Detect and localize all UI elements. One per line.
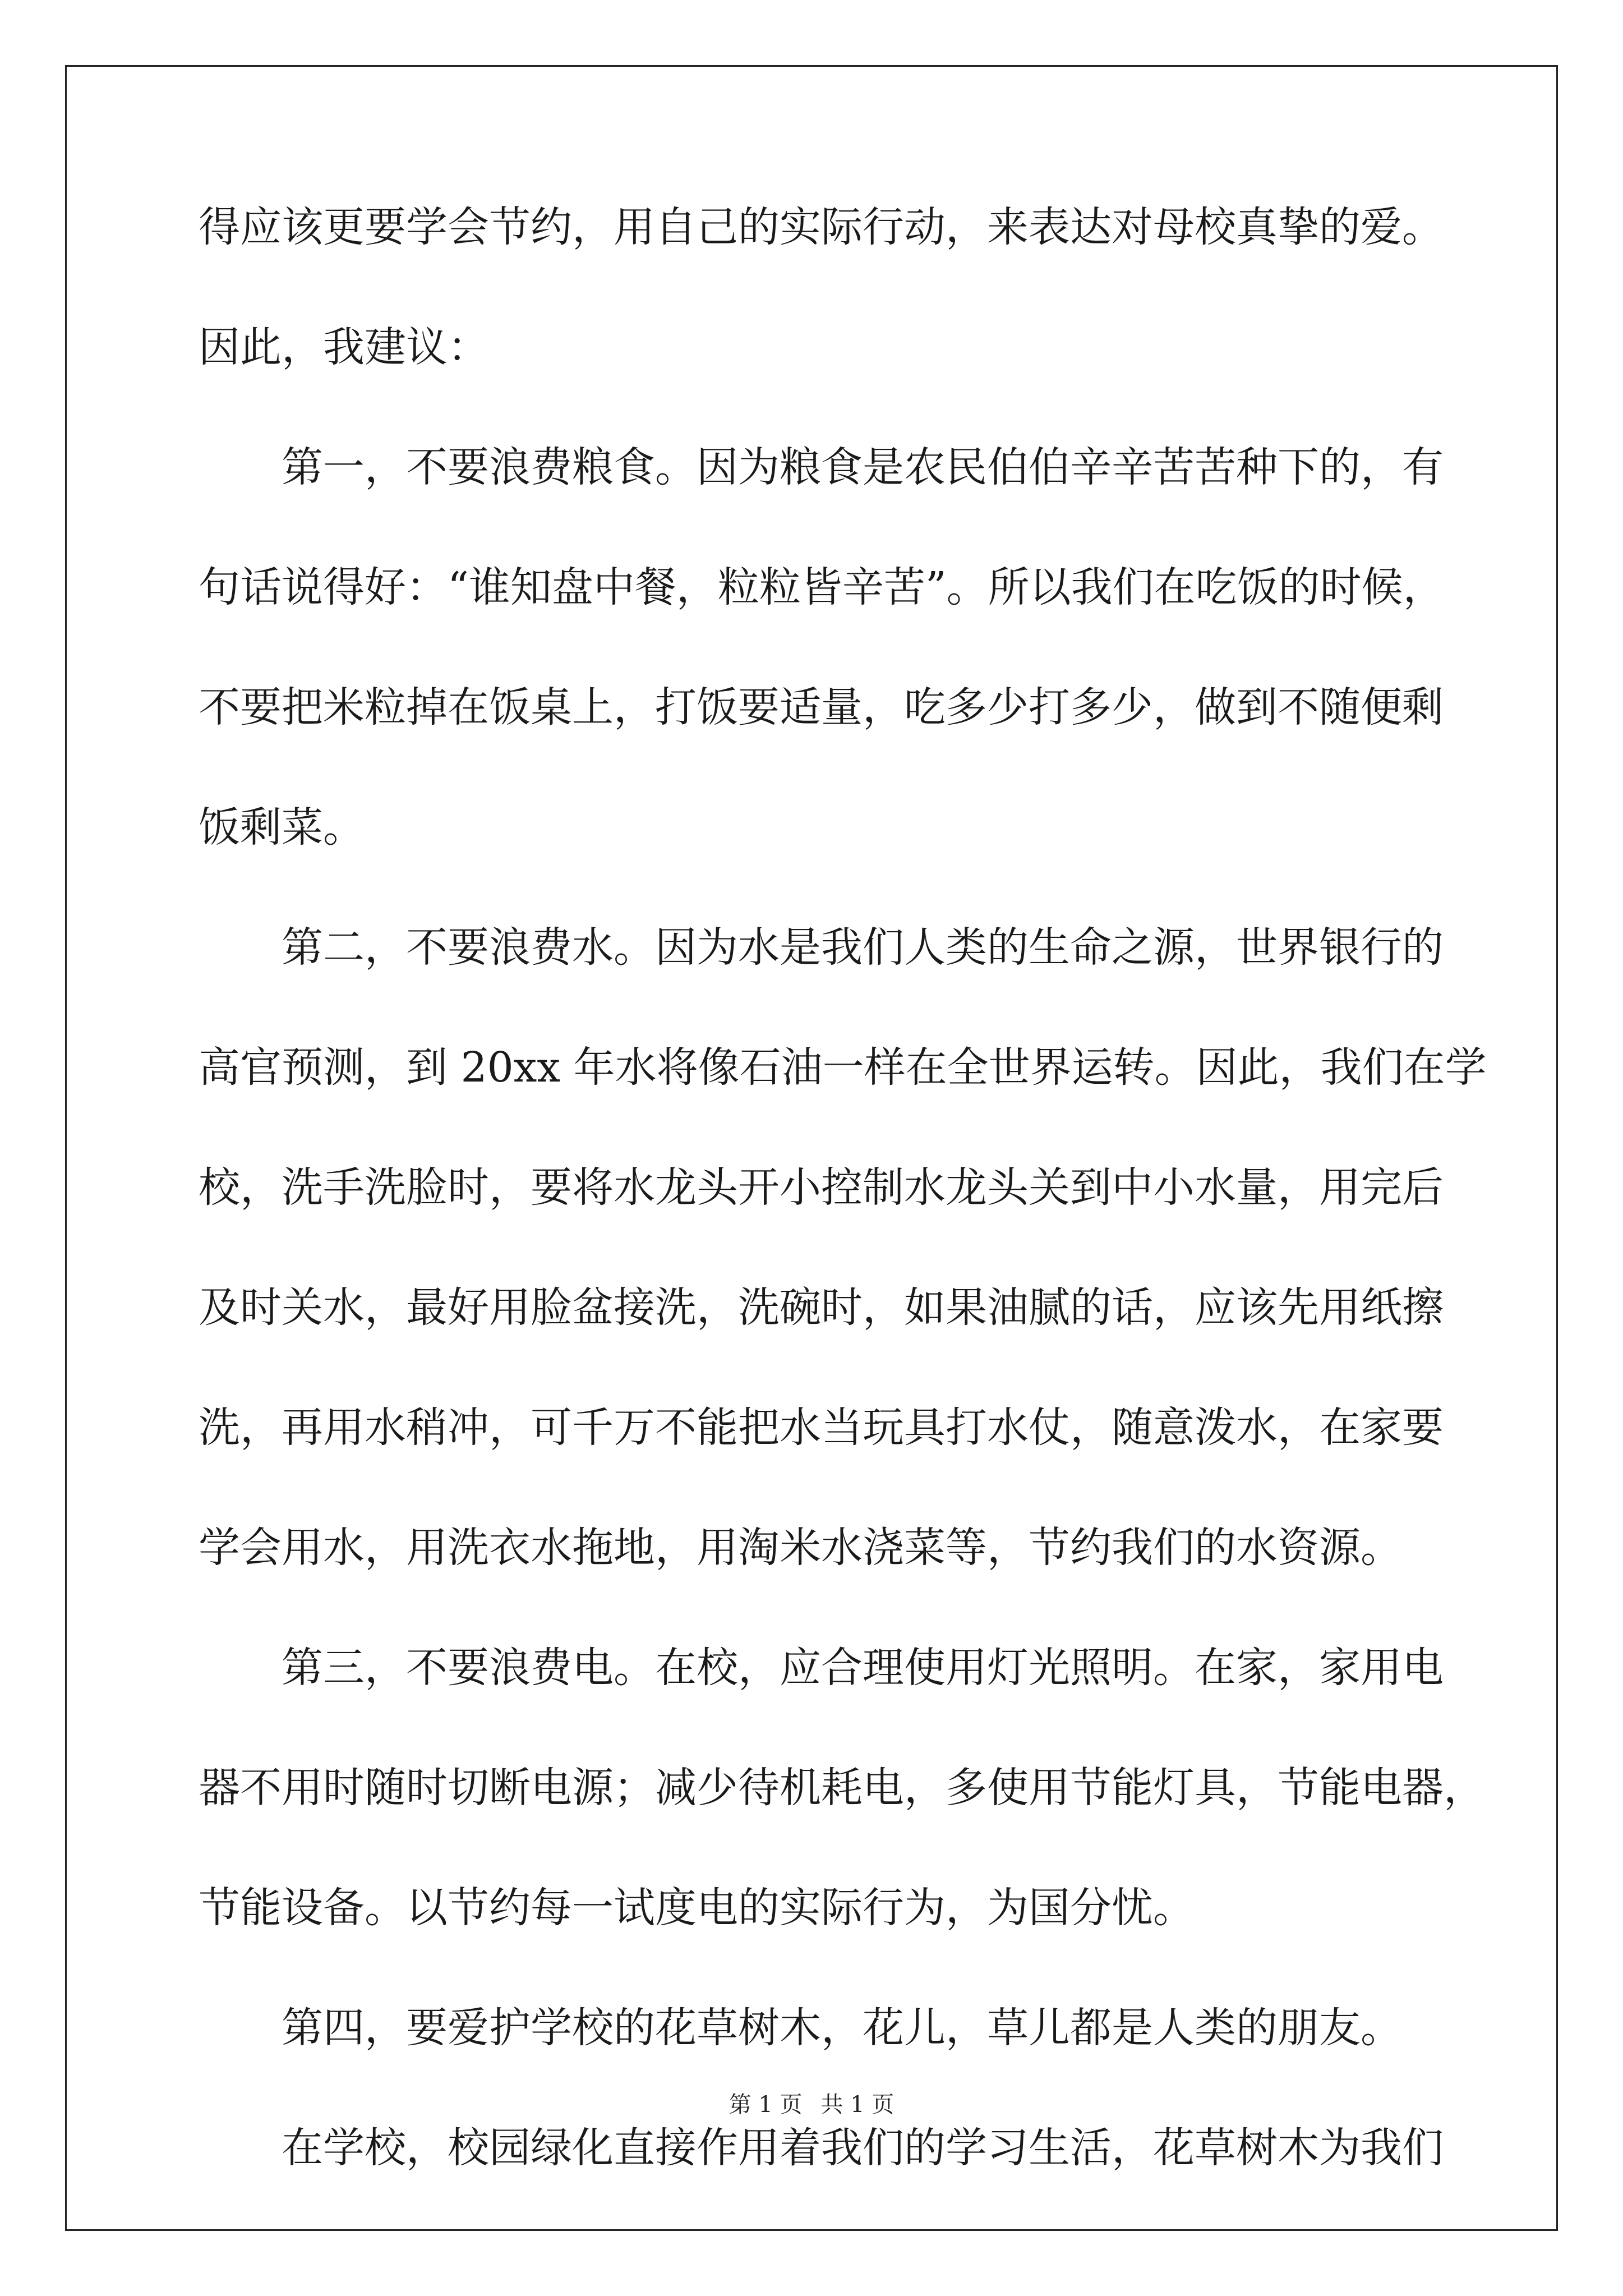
text-line-6: 饭剩菜。 [199, 803, 365, 852]
text-line-3: 第一，不要浪费粮食。因为粮食是农民伯伯辛辛苦苦种下的，有 [199, 443, 1444, 491]
text-line-11: 洗，再用水稍冲，可千万不能把水当玩具打水仗，随意泼水，在家要 [199, 1404, 1444, 1452]
page-footer [0, 2088, 1623, 2122]
text-line-5: 不要把米粒掉在饭桌上，打饭要适量，吃多少打多少，做到不随便剩 [199, 683, 1444, 731]
text-line-13: 第三，不要浪费电。在校，应合理使用灯光照明。在家，家用电 [199, 1644, 1444, 1692]
text-line-8: 高官预测，到 20xx 年水将像石油一样在全世界运转。因此，我们在学 [199, 1043, 1487, 1092]
text-line-7: 第二，不要浪费水。因为水是我们人类的生命之源，世界银行的 [199, 923, 1444, 972]
text-line-10: 及时关水，最好用脸盆接洗，洗碗时，如果油腻的话，应该先用纸擦 [199, 1283, 1444, 1332]
text-line-1: 得应该更要学会节约，用自己的实际行动，来表达对母校真挚的爱。 [199, 203, 1444, 251]
text-line-15: 节能设备。以节约每一试度电的实际行为，为国分忧。 [199, 1884, 1195, 1932]
text-line-2: 因此，我建议： [199, 323, 489, 371]
text-line-4: 句话说得好：“谁知盘中餐，粒粒皆辛苦”。所以我们在吃饭的时候， [199, 563, 1445, 611]
text-line-17: 在学校，校园绿化直接作用着我们的学习生活，花草树木为我们 [199, 2124, 1444, 2172]
page-total: 共 1 页 [820, 2092, 895, 2118]
text-line-16: 第四，要爱护学校的花草树木，花儿，草儿都是人类的朋友。 [199, 2004, 1402, 2052]
text-line-14: 器不用时随时切断电源；减少待机耗电，多使用节能灯具，节能电器， [199, 1764, 1485, 1812]
text-line-9: 校，洗手洗脸时，要将水龙头开小控制水龙头关到中小水量，用完后 [199, 1163, 1444, 1212]
text-line-12: 学会用水，用洗衣水拖地，用淘米水浇菜等，节约我们的水资源。 [199, 1524, 1402, 1572]
page-number: 第 1 页 [728, 2092, 803, 2118]
